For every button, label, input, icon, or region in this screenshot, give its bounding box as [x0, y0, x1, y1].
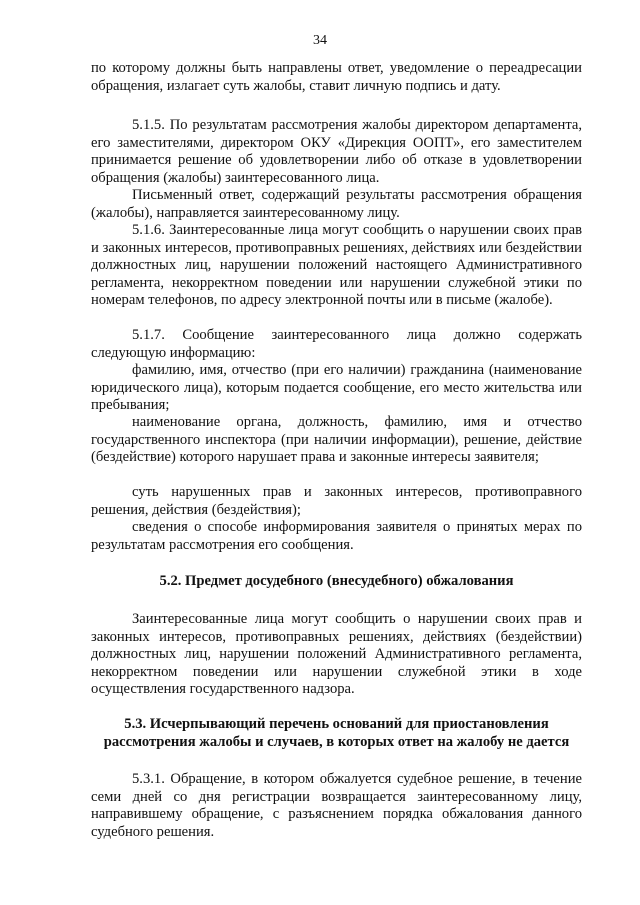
- paragraph: наименование органа, должность, фамилию, имя и отчество государственного инспектора (при наличии информации), решение, действие (бездействие) которого нарушает права и законные интересы заявителя;: [91, 414, 582, 466]
- heading-line-2: рассмотрения жалобы и случаев, в которых ответ на жалобу не дается: [103, 733, 570, 750]
- paragraph: Заинтересованные лица могут сообщить о нарушении своих прав и законных интересов, противоправных решениях, действиях (бездействии) должностных лиц, нарушении положений Административного регламента, некорректном поведении или нарушении служебной этики в ходе осуществления государственного надзора.: [91, 611, 582, 698]
- paragraph: 5.1.6. Заинтересованные лица могут сообщить о нарушении своих прав и законных интересов, противоправных решениях, действиях или бездействии должностных лиц, нарушении положений настоящего Административного регламента, некорректном поведении или нарушении служебной этики по номерам телефонов, по адресу электронной почты или в письме (жалобе).: [91, 222, 582, 309]
- section-heading-5-2: [91, 573, 582, 591]
- paragraph: по которому должны быть направлены ответ, уведомление о переадресации обращения, излагает суть жалобы, ставит личную подпись и дату.: [91, 60, 582, 94]
- page-number: 34: [313, 33, 327, 48]
- paragraph: Письменный ответ, содержащий результаты рассмотрения обращения (жалобы), направляется заинтересованному лицу.: [91, 187, 582, 221]
- paragraph: фамилию, имя, отчество (при его наличии) гражданина (наименование юридического лица), которым подается сообщение, его место жительства или пребывания;: [91, 362, 582, 414]
- heading-line-1: 5.3. Исчерпывающий перечень оснований для приостановления: [124, 716, 549, 732]
- heading: 5.2. Предмет досудебного (внесудебного) обжалования: [159, 573, 514, 589]
- paragraph-rights-item: [91, 484, 582, 519]
- paragraph-5-3-1: [91, 771, 582, 841]
- paragraph-organ-item: [91, 414, 582, 467]
- paragraph-address: [91, 60, 582, 95]
- paragraph-info-item: [91, 519, 582, 554]
- paragraph: 5.1.7. Сообщение заинтересованного лица должно содержать следующую информацию:: [91, 327, 582, 361]
- paragraph: суть нарушенных прав и законных интересов, противоправного решения, действия (бездействия);: [91, 484, 582, 518]
- paragraph-5-1-6: [91, 222, 582, 310]
- paragraph-written-answer: [91, 187, 582, 222]
- paragraph: 5.3.1. Обращение, в котором обжалуется судебное решение, в течение семи дней со дня регистрации возвращается заинтересованному лицу, направившему обращение, с разъяснением порядка обжалования данного судебного решения.: [91, 771, 582, 840]
- paragraph-5-2: [91, 611, 582, 699]
- paragraph-name-item: [91, 362, 582, 415]
- paragraph: 5.1.5. По результатам рассмотрения жалобы директором департамента, его заместителями, директором ОКУ «Дирекция ООПТ», его заместителем принимается решение об удовлетворении либо об отказе в удовлетворении обращения (жалобы) заинтересованного лица.: [91, 117, 582, 186]
- section-heading-5-3: [91, 716, 582, 751]
- paragraph-5-1-5: [91, 117, 582, 187]
- paragraph: сведения о способе информирования заявителя о принятых мерах по результатам рассмотрения его сообщения.: [91, 519, 582, 553]
- paragraph-5-1-7: [91, 327, 582, 362]
